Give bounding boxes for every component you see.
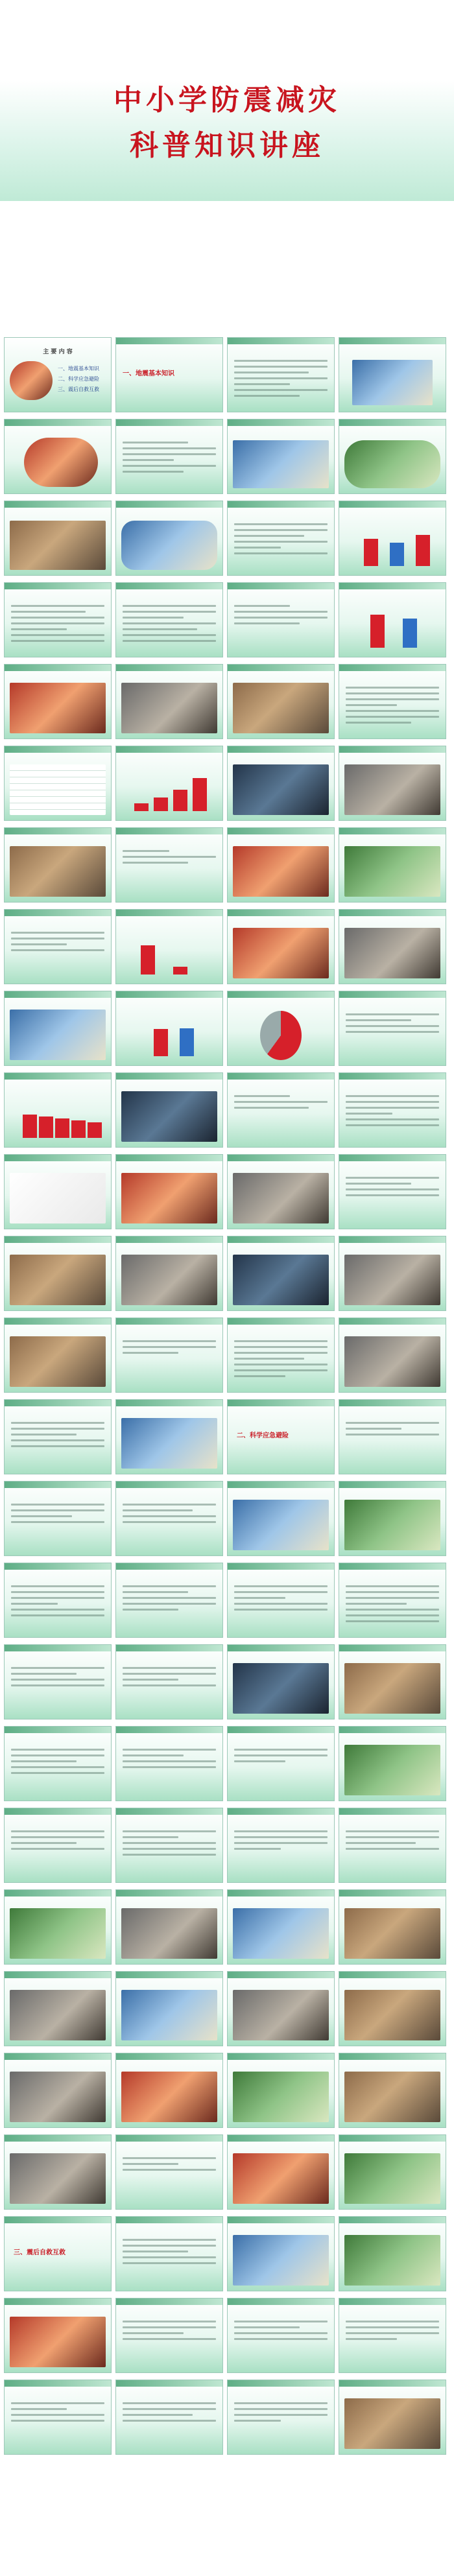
slide-photo-39[interactable] — [339, 2380, 446, 2455]
slide-text-6[interactable] — [227, 582, 335, 657]
sketch-map — [10, 1173, 106, 1223]
slide-section-1[interactable] — [115, 337, 223, 412]
slide-photo-28[interactable] — [339, 1971, 446, 2046]
slide-photo-17[interactable] — [339, 1481, 446, 1556]
slide-photo-6[interactable] — [339, 909, 446, 984]
slide-table-1[interactable] — [4, 746, 112, 821]
slide-text-2[interactable] — [115, 419, 223, 494]
slide-photo-31[interactable] — [227, 2053, 335, 2128]
earth-structure-image — [24, 438, 98, 487]
slide-photo-36[interactable] — [227, 2216, 335, 2291]
slide-photo-21[interactable] — [4, 1889, 112, 1965]
slide-earth-structure[interactable] — [4, 419, 112, 494]
quake-distribution-map — [10, 521, 106, 570]
slide-text-9[interactable] — [4, 909, 112, 984]
soldiers-photo — [344, 2235, 440, 2286]
slide-text-30[interactable] — [115, 1808, 223, 1883]
night-crowd-photo — [233, 1663, 329, 1714]
people-photo — [233, 1255, 329, 1305]
slide-thumbnail-grid — [4, 337, 446, 2455]
school-building-photo — [121, 1418, 217, 1469]
slide-text-7[interactable] — [339, 664, 446, 739]
slide-photo-32[interactable] — [339, 2053, 446, 2128]
slide-plates-map[interactable] — [339, 419, 446, 494]
pie-image — [260, 1011, 302, 1060]
fire-photo — [233, 2153, 329, 2204]
students-photo-1 — [10, 2072, 106, 2122]
street-photo — [344, 1336, 440, 1387]
contents-item-2: 二、科学应急避险 — [58, 376, 99, 382]
slide-text-29[interactable] — [4, 1808, 112, 1883]
gate-photo — [344, 2398, 440, 2449]
slide-photo-25[interactable] — [4, 1971, 112, 2046]
china-map-image — [10, 683, 106, 733]
ruins-photo — [10, 1255, 106, 1305]
slide-photo-24[interactable] — [339, 1889, 446, 1965]
slide-photo-29[interactable] — [4, 2053, 112, 2128]
slide-text-11[interactable] — [227, 1072, 335, 1148]
slide-text-27[interactable] — [115, 1726, 223, 1801]
damage-photo-1 — [121, 683, 217, 733]
slide-text-22[interactable] — [227, 1563, 335, 1638]
title-line-2: 科普知识讲座 — [130, 129, 324, 162]
shelter-photo — [344, 1745, 440, 1795]
rubble-photo — [10, 846, 106, 897]
slide-chart-6[interactable] — [227, 991, 335, 1066]
slide-section-2[interactable] — [227, 1399, 335, 1474]
slide-text-18[interactable] — [4, 1481, 112, 1556]
section-3-title: 三、震后自救互救 — [14, 2249, 66, 2256]
earth-layers-image — [352, 360, 433, 405]
slide-text-24[interactable] — [4, 1644, 112, 1719]
slide-photo-10[interactable] — [115, 1236, 223, 1311]
slide-photo-8[interactable] — [227, 1154, 335, 1229]
slide-chart-5[interactable] — [115, 991, 223, 1066]
slide-chart-4[interactable] — [115, 909, 223, 984]
slide-photo-26[interactable] — [115, 1971, 223, 2046]
stairway-photo — [344, 1908, 440, 1959]
china-seismic-map — [344, 846, 440, 897]
slide-text-10[interactable] — [339, 991, 446, 1066]
slide-text-15[interactable] — [227, 1318, 335, 1393]
slide-map-6[interactable] — [4, 991, 112, 1066]
table-image — [10, 764, 106, 815]
slide-text-37[interactable] — [339, 2298, 446, 2373]
slide-text-23[interactable] — [339, 1563, 446, 1638]
slide-text-19[interactable] — [115, 1481, 223, 1556]
slide-text-39[interactable] — [115, 2380, 223, 2455]
slide-photo-27[interactable] — [227, 1971, 335, 2046]
slide-photo-23[interactable] — [227, 1889, 335, 1965]
region-map — [121, 1173, 217, 1223]
slide-photo-15[interactable] — [115, 1399, 223, 1474]
slide-text-26[interactable] — [4, 1726, 112, 1801]
slide-photo-1[interactable] — [115, 664, 223, 739]
slide-quake-map-1[interactable] — [4, 501, 112, 576]
slide-photo-2[interactable] — [227, 664, 335, 739]
classroom-photo-1 — [121, 1908, 217, 1959]
slide-chart-2[interactable] — [339, 582, 446, 657]
slide-photo-34[interactable] — [227, 2134, 335, 2210]
earth-cross-section-image — [10, 361, 53, 400]
slide-map-2[interactable] — [4, 664, 112, 739]
slide-text-3[interactable] — [227, 501, 335, 576]
damage-photo-2 — [233, 683, 329, 733]
contents-heading: 主 要 内 容 — [43, 349, 73, 355]
slide-text-20[interactable] — [4, 1563, 112, 1638]
hallway-photo — [233, 1908, 329, 1959]
slide-text-4[interactable] — [4, 582, 112, 657]
slide-photo-22[interactable] — [115, 1889, 223, 1965]
slide-chart-3[interactable] — [115, 746, 223, 821]
slide-photo-33[interactable] — [4, 2134, 112, 2210]
mountain-photo — [233, 440, 329, 488]
slide-photo-38[interactable] — [4, 2298, 112, 2373]
slide-text-21[interactable] — [115, 1563, 223, 1638]
field-photo — [344, 2153, 440, 2204]
students-drill-photo — [233, 1500, 329, 1550]
title-line-1: 中小学防震减灾 — [114, 84, 340, 117]
slide-photo-18[interactable] — [227, 1644, 335, 1719]
slide-photo-19[interactable] — [339, 1644, 446, 1719]
rescue-photo-2 — [233, 2235, 329, 2286]
section-1-title: 一、地震基本知识 — [123, 370, 174, 377]
slide-photo-11[interactable] — [227, 1236, 335, 1311]
slide-chart-7[interactable] — [4, 1072, 112, 1148]
slide-photo-20[interactable] — [339, 1726, 446, 1801]
slide-photo-13[interactable] — [4, 1318, 112, 1393]
slide-photo-5[interactable] — [4, 827, 112, 903]
contents-item-3: 三、震后自救互救 — [58, 386, 99, 392]
slide-photo-14[interactable] — [339, 1318, 446, 1393]
slide-text-38[interactable] — [4, 2380, 112, 2455]
slide-world-map[interactable] — [115, 501, 223, 576]
collapse-photo — [344, 928, 440, 978]
slide-photo-37[interactable] — [339, 2216, 446, 2291]
classroom-photo-2 — [10, 1990, 106, 2040]
blackboard-photo — [233, 2072, 329, 2122]
slide-map-7[interactable] — [4, 1154, 112, 1229]
slide-photo-35[interactable] — [339, 2134, 446, 2210]
slide-text-13[interactable] — [339, 1154, 446, 1229]
slide-text-5[interactable] — [115, 582, 223, 657]
slide-map-4[interactable] — [339, 827, 446, 903]
playground-photo — [344, 1500, 440, 1550]
slide-photo-3[interactable] — [227, 746, 335, 821]
slide-text-8[interactable] — [115, 827, 223, 903]
slide-photo-16[interactable] — [227, 1481, 335, 1556]
world-quake-map — [121, 521, 217, 570]
world-plates-map — [344, 440, 440, 488]
slide-text-34[interactable] — [115, 2216, 223, 2291]
slide-text-12[interactable] — [339, 1072, 446, 1148]
intensity-map — [233, 928, 329, 978]
slide-photo-9[interactable] — [4, 1236, 112, 1311]
desk-photo — [121, 1990, 217, 2040]
slide-text-16[interactable] — [4, 1399, 112, 1474]
classroom-photo-3 — [233, 1990, 329, 2040]
vehicle-photo — [10, 2317, 106, 2367]
room-photo — [10, 2153, 106, 2204]
outdoor-photo — [10, 1908, 106, 1959]
slide-chart-1[interactable] — [339, 501, 446, 576]
slide-photo-4[interactable] — [339, 746, 446, 821]
section-2-title: 二、科学应急避险 — [237, 1432, 289, 1439]
slide-photo-30[interactable] — [115, 2053, 223, 2128]
seismic-zone-map — [233, 846, 329, 897]
damage-photo-3 — [233, 764, 329, 815]
slide-map-8[interactable] — [115, 1154, 223, 1229]
slide-text-1[interactable] — [227, 337, 335, 412]
slide-map-3[interactable] — [227, 827, 335, 903]
slide-text-36[interactable] — [227, 2298, 335, 2373]
debris-photo — [10, 1336, 106, 1387]
students-photo-2 — [121, 2072, 217, 2122]
school-damage-photo — [233, 1173, 329, 1223]
slide-text-40[interactable] — [227, 2380, 335, 2455]
slide-text-17[interactable] — [339, 1399, 446, 1474]
slide-mountain[interactable] — [227, 419, 335, 494]
slide-text-31[interactable] — [227, 1808, 335, 1883]
slide-text-35[interactable] — [115, 2298, 223, 2373]
sichuan-map — [10, 1010, 106, 1060]
classroom-photo-4 — [344, 2072, 440, 2122]
evacuation-photo — [344, 1990, 440, 2040]
cover-slide — [0, 0, 454, 201]
slide-contents[interactable] — [4, 337, 112, 412]
slide-text-25[interactable] — [115, 1644, 223, 1719]
slide-text-33[interactable] — [115, 2134, 223, 2210]
slide-text-14[interactable] — [115, 1318, 223, 1393]
building-photo — [344, 1255, 440, 1305]
damage-photo-4 — [344, 764, 440, 815]
slide-section-3[interactable] — [4, 2216, 112, 2291]
crowd-photo — [344, 1663, 440, 1714]
slide-text-32[interactable] — [339, 1808, 446, 1883]
memorial-photo — [121, 1091, 217, 1142]
rescue-photo — [121, 1255, 217, 1305]
slide-photo-7[interactable] — [115, 1072, 223, 1148]
slide-text-28[interactable] — [227, 1726, 335, 1801]
contents-item-1: 一、地震基本知识 — [58, 366, 99, 372]
slide-map-5[interactable] — [227, 909, 335, 984]
slide-diagram-1[interactable] — [339, 337, 446, 412]
slide-photo-12[interactable] — [339, 1236, 446, 1311]
